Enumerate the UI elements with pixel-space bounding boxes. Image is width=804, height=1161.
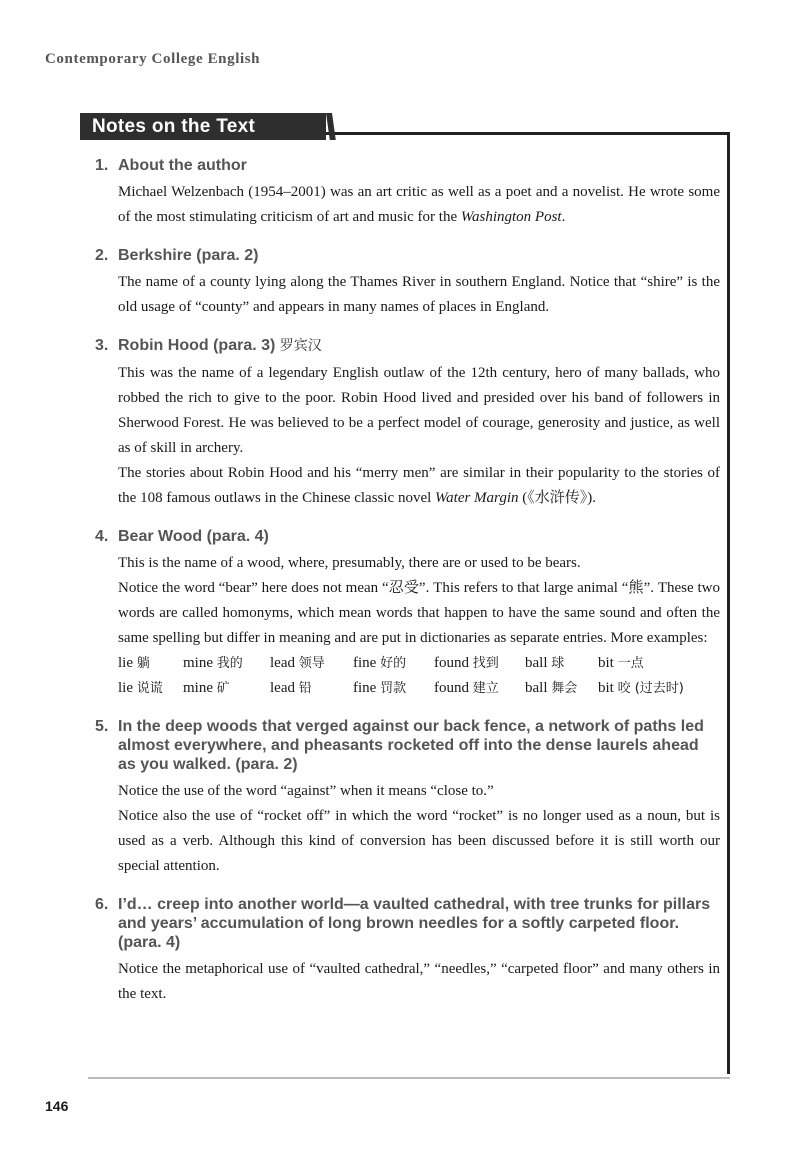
example-word: found	[434, 680, 469, 696]
homonym-row	[118, 676, 720, 701]
example-word: mine	[183, 655, 213, 671]
example-meaning: 罚款	[380, 681, 407, 696]
note-paragraph	[118, 461, 720, 511]
note-title	[118, 527, 720, 546]
note-number: 5.	[95, 718, 109, 735]
note-paragraph	[118, 270, 720, 320]
example-word: ball	[525, 680, 548, 696]
note-title-text: Bear Wood (para. 4)	[118, 528, 269, 545]
section-title: Notes on the Text	[80, 113, 326, 140]
note-heading	[95, 246, 720, 265]
homonym-example	[353, 676, 434, 701]
note-title	[118, 336, 720, 356]
note-number: 3.	[95, 337, 109, 354]
homonym-row	[118, 651, 720, 676]
italic-title: Water Margin	[435, 490, 519, 506]
example-word: found	[434, 655, 469, 671]
homonym-example	[598, 651, 708, 676]
note-number: 1.	[95, 157, 109, 174]
homonym-examples	[118, 651, 720, 701]
homonym-example	[598, 676, 708, 701]
example-meaning: 躺	[136, 656, 150, 671]
note-heading	[95, 895, 720, 952]
homonym-example	[183, 676, 270, 701]
example-word: fine	[353, 655, 377, 671]
example-meaning: 咬 (过去时)	[617, 681, 684, 696]
paragraph-text: The stories about Robin Hood and his “merry men” are similar in their popularity to the stories of the 108 famous outlaws in the Chinese classic novel	[118, 465, 720, 506]
note-number: 2.	[95, 247, 109, 264]
example-meaning: 一点	[617, 656, 644, 671]
note-number: 4.	[95, 528, 109, 545]
note-heading	[95, 717, 720, 774]
paragraph-text: .	[561, 209, 566, 225]
note-paragraph	[118, 361, 720, 461]
paragraph-text: Notice the use of the word “against” when it means “close to.”	[118, 783, 494, 799]
example-meaning: 舞会	[551, 681, 578, 696]
note-title	[118, 717, 720, 774]
example-word: fine	[353, 680, 377, 696]
homonym-example	[270, 676, 353, 701]
example-word: lead	[270, 680, 295, 696]
homonym-example	[118, 651, 183, 676]
note-title-chinese: 罗宾汉	[279, 338, 322, 354]
homonym-example	[270, 651, 353, 676]
paragraph-text: Michael Welzenbach (1954–2001) was an art critic as well as a poet and a novelist. He wrote some of the most stimulating criticism of art and music for the	[118, 184, 720, 225]
note-item	[95, 717, 720, 879]
note-paragraph	[118, 551, 720, 576]
running-header: Contemporary College English	[45, 51, 261, 67]
homonym-example	[118, 676, 183, 701]
example-word: bit	[598, 655, 614, 671]
italic-title: Washington Post	[460, 209, 562, 225]
example-meaning: 找到	[472, 656, 499, 671]
example-word: lie	[118, 680, 133, 696]
note-title-text: I’d… creep into another world—a vaulted cathedral, with tree trunks for pillars and years’ accumulation of long brown needles for a softly carpeted floor. (para. 4)	[118, 896, 711, 951]
note-item	[95, 527, 720, 701]
note-item	[95, 336, 720, 511]
note-paragraph	[118, 804, 720, 879]
example-word: lead	[270, 655, 295, 671]
note-number: 6.	[95, 896, 109, 913]
note-item	[95, 895, 720, 1007]
note-paragraph	[118, 180, 720, 230]
note-item	[95, 246, 720, 320]
note-paragraph	[118, 957, 720, 1007]
note-title-text: Robin Hood (para. 3)	[118, 337, 276, 354]
page-number: 146	[45, 1098, 69, 1114]
paragraph-text: (《水浒传》).	[518, 490, 597, 506]
note-item	[95, 156, 720, 230]
note-title	[118, 156, 720, 175]
example-meaning: 铅	[298, 681, 312, 696]
note-title-text: In the deep woods that verged against our back fence, a network of paths led almost everywhere, and pheasants rocketed off into the dense laurels ahead as you walked. (para. 2)	[118, 718, 704, 773]
paragraph-text: This is the name of a wood, where, presumably, there are or used to be bears.	[118, 555, 581, 571]
example-meaning: 我的	[216, 656, 243, 671]
homonym-example	[525, 651, 598, 676]
note-title	[118, 895, 720, 952]
note-heading	[95, 527, 720, 546]
homonym-example	[525, 676, 598, 701]
paragraph-text: Notice also the use of “rocket off” in which the word “rocket” is no longer used as a noun, but is used as a verb. Although this kind of conversion has been discussed before it is still worth our special attention.	[118, 808, 720, 874]
note-title-text: About the author	[118, 157, 247, 174]
note-paragraph	[118, 779, 720, 804]
example-meaning: 好的	[380, 656, 407, 671]
paragraph-text: This was the name of a legendary English outlaw of the 12th century, hero of many ballads, who robbed the rich to give to the poor. Robin Hood lived and presided over his band of followers in Sherwood Forest. He was believed to be a perfect model of courage, generosity and justice, as well as of skill in archery.	[118, 365, 720, 456]
notes-list	[95, 156, 720, 1023]
example-meaning: 说谎	[136, 681, 163, 696]
note-title	[118, 246, 720, 265]
paragraph-text: Notice the word “bear” here does not mean “忍受”. This refers to that large animal “熊”. These two words are called homonyms, which mean words that happen to have the same sound and often the same spelling but differ in meaning and are put in dictionaries as separate entries. More examples:	[118, 580, 720, 646]
example-meaning: 领导	[298, 656, 325, 671]
example-word: ball	[525, 655, 548, 671]
example-meaning: 建立	[472, 681, 499, 696]
homonym-example	[434, 676, 525, 701]
homonym-example	[434, 651, 525, 676]
homonym-example	[183, 651, 270, 676]
homonym-example	[353, 651, 434, 676]
note-heading	[95, 336, 720, 356]
paragraph-text: The name of a county lying along the Thames River in southern England. Notice that “shire” is the old usage of “county” and appears in many names of places in England.	[118, 274, 720, 315]
bottom-rule	[88, 1077, 730, 1079]
note-paragraph	[118, 576, 720, 651]
example-word: mine	[183, 680, 213, 696]
example-word: bit	[598, 680, 614, 696]
example-word: lie	[118, 655, 133, 671]
example-meaning: 矿	[216, 681, 230, 696]
example-meaning: 球	[551, 656, 565, 671]
paragraph-text: Notice the metaphorical use of “vaulted cathedral,” “needles,” “carpeted floor” and many others in the text.	[118, 961, 720, 1002]
note-title-text: Berkshire (para. 2)	[118, 247, 259, 264]
note-heading	[95, 156, 720, 175]
